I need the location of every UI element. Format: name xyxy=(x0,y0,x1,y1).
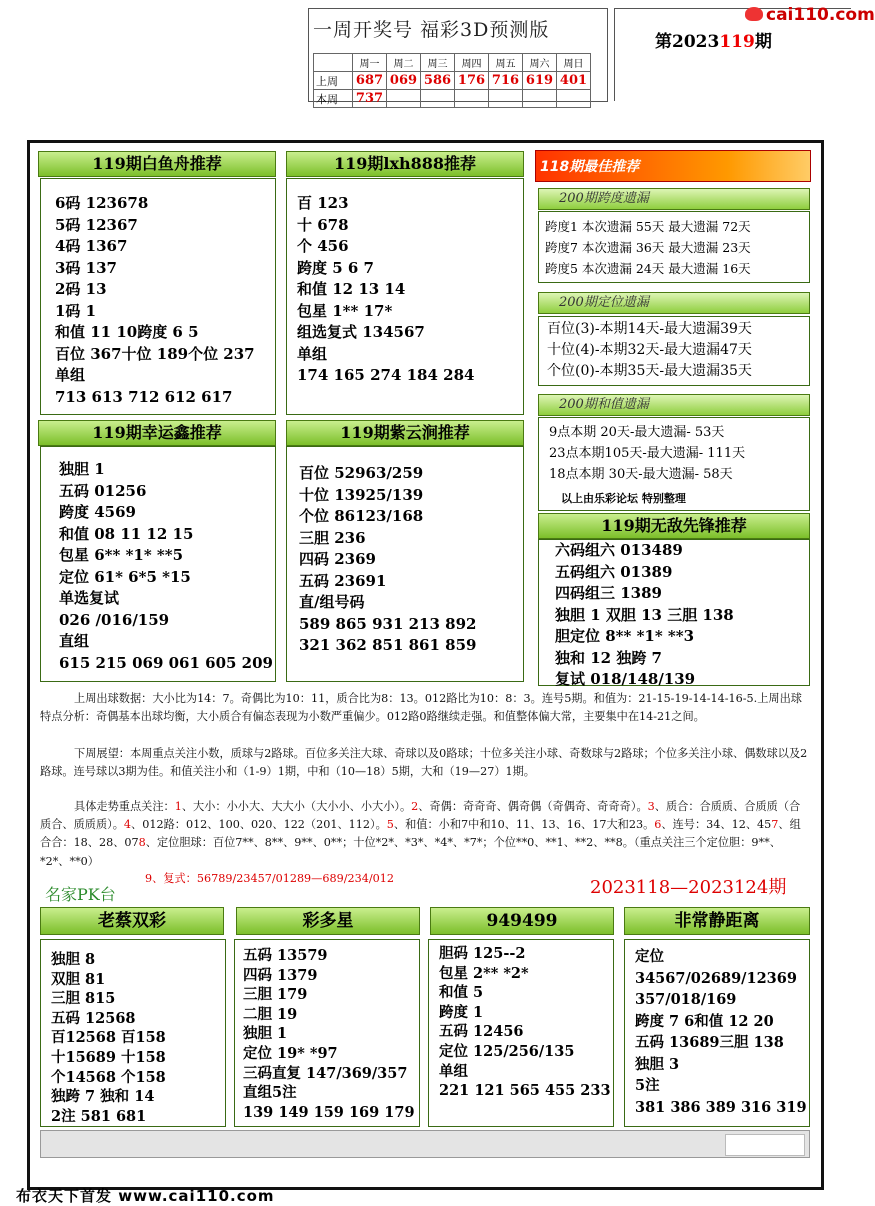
panel-lxh888: 百 123 十 678 个 456 跨度 5 6 7 和值 12 13 14 包星 1** 17* 组选复式 134567 单组 174 165 274 184 284 xyxy=(286,178,524,415)
panel-title: 119期lxh888推荐 xyxy=(286,151,524,177)
draw-number: 716 xyxy=(489,72,523,90)
table-row xyxy=(314,72,591,90)
panel-title: 彩多星 xyxy=(236,907,420,935)
sum-miss-title: 200期和值遗漏 xyxy=(538,394,810,416)
day-header: 周日 xyxy=(557,54,591,72)
panel-laocai: 独胆 8 双胆 81 三胆 815 五码 12568 百12568 百158 十15689 十158 个14568 个158 独跨 7 独和 14 2注 581 681 xyxy=(40,939,226,1127)
day-header: 周二 xyxy=(387,54,421,72)
bottom-bar xyxy=(40,1130,810,1158)
draw-number: 586 xyxy=(421,72,455,90)
footer-site[interactable]: 布衣天下首发 www.cai110.com xyxy=(16,1187,275,1205)
weekly-table xyxy=(313,53,591,108)
span-miss-panel: 跨度1 本次遗漏 55天 最大遗漏 72天 跨度7 本次遗漏 36天 最大遗漏 23天 跨度5 本次遗漏 24天 最大遗漏 16天 xyxy=(538,211,810,283)
table-row xyxy=(314,54,591,72)
row-label: 上周 xyxy=(314,72,353,90)
sum-miss-panel: 9点本期 20天-最大遗漏- 53天 23点本期105天-最大遗漏- 111天 18点本期 30天-最大遗漏- 58天 以上由乐彩论坛 特别整理 xyxy=(538,417,810,511)
weekly-title: 一周开奖号 福彩3D预测版 xyxy=(313,19,550,41)
draw-number: 619 xyxy=(523,72,557,90)
day-header: 周六 xyxy=(523,54,557,72)
credit-note: 以上由乐彩论坛 特别整理 xyxy=(561,492,686,505)
draw-number: 737 xyxy=(353,90,387,108)
analysis-last-week: 上周出球数据：大小比为14：7。奇偶比为10：11，质合比为8：13。012路比为10：8：3。连号5期。和值为：21-15-19-14-14-16-5.上周出球特点分析：奇偶基本出球均衡，大小质合有偏态表现为小数严重偏少。012路0路继续走强。和值整体偏大常，主要集中在14-21之间。 xyxy=(40,692,802,724)
day-header: 周五 xyxy=(489,54,523,72)
draw-number: 176 xyxy=(455,72,489,90)
analysis-compound: 9、复式：56789/23457/01289—689/234/012 xyxy=(145,872,394,885)
weekly-results-box xyxy=(308,8,608,106)
draw-number: 687 xyxy=(353,72,387,90)
panel-caiduoxing: 五码 13579 四码 1379 三胆 179 二胆 19 独胆 1 定位 19* *97 三码直复 147/369/357 直组5注 139 149 159 169 179 xyxy=(234,939,420,1127)
panel-title: 老蔡双彩 xyxy=(40,907,224,935)
analysis-next-week: 下周展望：本周重点关注小数，质球与2路球。百位多关注大球、奇球以及0路球；十位多关注小球、奇数球与2路球；个位多关注小球、偶数球以及2路球。连号球以3期为佳。和值关注小和（1-9）1期，中和（10—18）5期，大和（19—27）1期。 xyxy=(40,747,808,779)
panel-xingyunxin: 独胆 1 五码 01256 跨度 4569 和值 08 11 12 15 包星 6** *1* **5 定位 61* 6*5 *15 单选复试 026 /016/159 直组 615 215 069 061 605 209 xyxy=(40,446,276,682)
position-miss-title: 200期定位遗漏 xyxy=(538,292,810,314)
draw-number: 069 xyxy=(387,72,421,90)
site-logo[interactable]: cai110.com xyxy=(745,5,875,25)
panel-title: 119期无敌先锋推荐 xyxy=(538,513,810,539)
panel-title: 119期白鱼舟推荐 xyxy=(38,151,276,177)
issue-title: 第2023119期 xyxy=(655,32,772,52)
panel-wudixianfeng: 六码组六 013489 五码组六 01389 四码组三 1389 独胆 1 双胆 13 三胆 138 胆定位 8** *1* **3 独和 12 独跨 7 复试 018/148/139 xyxy=(538,539,810,686)
day-header: 周一 xyxy=(353,54,387,72)
pk-label: 名家PK台 xyxy=(45,885,116,904)
panel-title: 949499 xyxy=(430,907,614,935)
analysis-trend: 具体走势重点关注：1、大小：小小大、大大小（大小小、小大小）。2、奇偶：奇奇奇、偶奇偶（奇偶奇、奇奇奇）。3、质合：合质质、合质质（合质合、质质质）。4、012路：012、100、020、122（201、112）。5、和值：小和7中和10、11、13、16、17大和23。6、连号：34、12、457、组合合：18、28、078、定位胆球：百位7**、8**、9**、0**；十位*2*、*3*、*4*、*7*；个位**0、**1、**2、**8。（重点关注三个定位胆：9**、*2*、**0） xyxy=(40,800,801,868)
day-header: 周三 xyxy=(421,54,455,72)
panel-ziyunjian: 百位 52963/259 十位 13925/139 个位 86123/168 三胆 236 四码 2369 五码 23691 直/组号码 589 865 931 213 892 321 362 851 861 859 xyxy=(286,446,524,682)
panel-title: 非常静距离 xyxy=(624,907,810,935)
row-label: 本周 xyxy=(314,90,353,108)
day-header: 周四 xyxy=(455,54,489,72)
panel-title: 119期幸运鑫推荐 xyxy=(38,420,276,446)
table-row xyxy=(314,90,591,108)
logo-icon xyxy=(745,7,763,21)
panel-baiyuzhou: 6码 123678 5码 12367 4码 1367 3码 137 2码 13 1码 1 和值 11 10跨度 6 5 百位 367十位 189个位 237 单组 713 613 712 612 617 xyxy=(40,178,276,415)
position-miss-panel: 百位(3)-本期14天-最大遗漏39天 十位(4)-本期32天-最大遗漏47天 个位(0)-本期35天-最大遗漏35天 xyxy=(538,316,810,386)
draw-number: 401 xyxy=(557,72,591,90)
best-title: 118期最佳推荐 xyxy=(535,150,811,182)
span-miss-title: 200期跨度遗漏 xyxy=(538,188,810,210)
pk-range: 2023118—2023124期 xyxy=(590,877,787,898)
panel-949499: 胆码 125--2 包星 2** *2* 和值 5 跨度 1 五码 12456 定位 125/256/135 单组 221 121 565 455 233 xyxy=(428,939,614,1127)
panel-title: 119期紫云涧推荐 xyxy=(286,420,524,446)
issue-box xyxy=(614,5,875,101)
panel-feichangjingjuli: 定位 34567/02689/12369 357/018/169 跨度 7 6和值 12 20 五码 13689三胆 138 独胆 3 5注 381 386 389 316 319 xyxy=(624,939,810,1127)
